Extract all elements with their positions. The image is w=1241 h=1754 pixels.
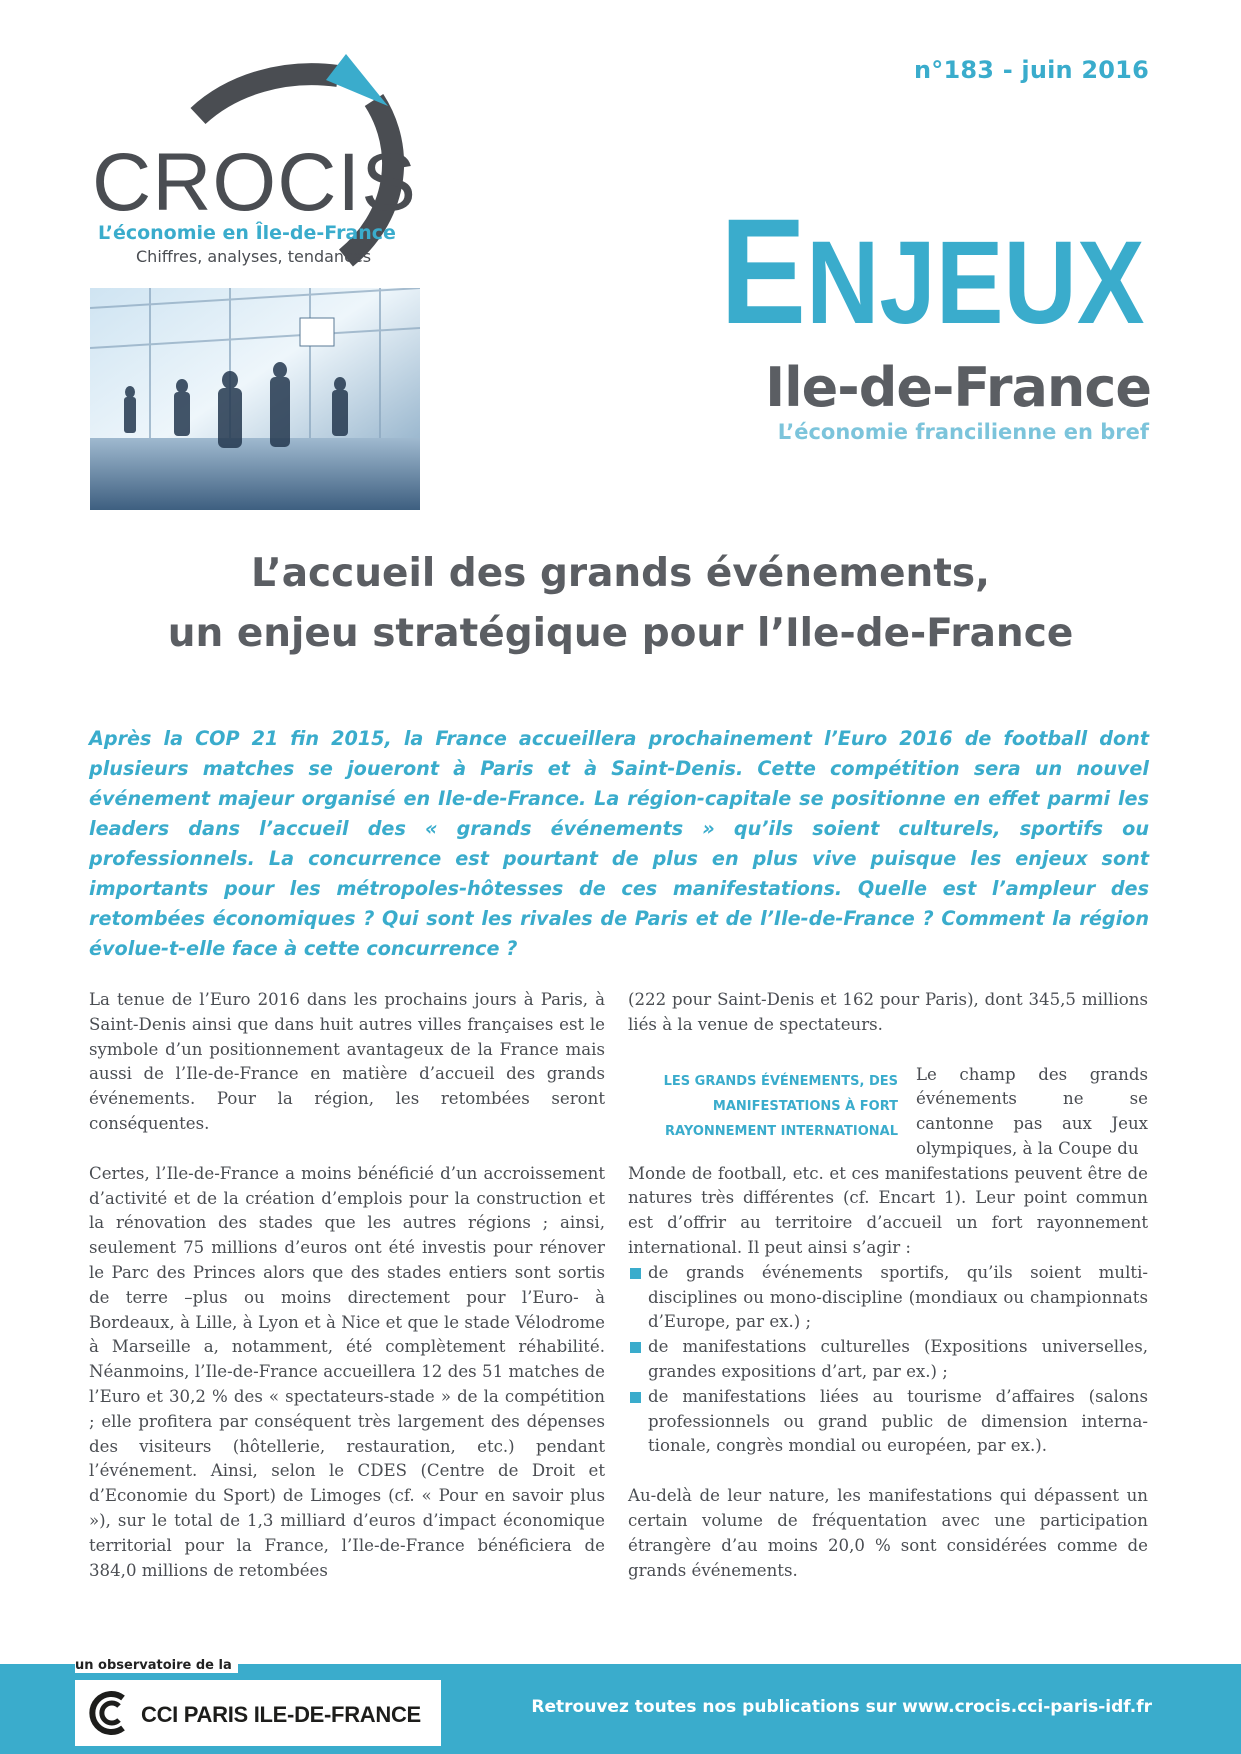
bullet-list — [628, 1261, 1148, 1459]
body-paragraph-start: Le champ des grands événements ne se cantonne pas aux Jeux olympiques, à la Coupe du — [916, 1064, 1148, 1158]
cci-logo — [75, 1680, 441, 1746]
list-item: de manifestations liées au tourisme d’affaires (salons professionnels ou grand public de dimension internationale, congrès mondial ou européen, par ex.). — [628, 1385, 1148, 1459]
publication-subtitle: L’économie francilienne en bref — [777, 420, 1149, 444]
body-paragraph: (222 pour Saint-Denis et 162 pour Paris), dont 345,5 millions liés à la venue de spectateurs. — [628, 990, 1148, 1034]
body-paragraph: La tenue de l’Euro 2016 dans les prochains jours à Paris, à Saint-Denis ainsi que dans huit autres villes françaises est le symbole d’un positionnement avantageux de la France mais aussi de l’Ile-de-France en matière d’accueil des grands événements. Pour la région, les retombées seront conséquentes. — [89, 990, 605, 1133]
body-column-left — [89, 988, 605, 1583]
body-paragraph: Certes, l’Ile-de-France a moins bénéficié d’un accroissement d’activité et de la création d’emplois pour la construction et la rénovation des stades que les autres régions ; ainsi, seulement 75 millions d’euros ont été investis pour rénover le Parc des Princes alors que des stades entiers sont sortis de terre –plus ou moins directement pour l’Euro- à Bordeaux, à Lille, à Lyon et à Nice et que le stade Vélodrome à Marseille a, notamment, été complètement réhabilité. Néanmoins, l’Ile-de-France accueillera 12 des 51 matches de l’Euro et 30,2 % des « spectateurs-stade » de la compétition ; elle profitera par conséquent très largement des dépenses des visiteurs (hôtellerie, restauration, etc.) pendant l’événement. Ainsi, selon le CDES (Centre de Droit et d’Economie du Sport) de Limoges (cf. « Pour en savoir plus »), sur le total de 1,3 milliard d’euros d’impact économique territorial pour la France, l’Ile-de-France bénéficiera de 384,0 millions de retombées — [89, 1163, 605, 1580]
cover-photo — [90, 288, 420, 510]
section-header-row — [628, 1063, 1148, 1162]
list-item: de manifestations culturelles (Expositions universelles, grandes expositions d’art, par ex.) ; — [628, 1335, 1148, 1385]
cci-emblem-icon — [87, 1690, 133, 1736]
crocis-logo — [88, 50, 448, 270]
logo-tagline: L’économie en Île-de-France — [98, 222, 396, 244]
article-title — [0, 544, 1241, 664]
publications-link[interactable]: Retrouvez toutes nos publications sur www.crocis.cci-paris-idf.fr — [531, 1697, 1152, 1717]
body-paragraph: Monde de football, etc. et ces manifestations peuvent être de natures très différentes (cf. Encart 1). Leur point commun est d’offrir au territoire d’accueil un fort rayonnement international. Il peut ainsi s’agir : — [628, 1163, 1148, 1257]
list-item: de grands événements sportifs, qu’ils soient multi-disciplines ou mono-discipline (mondiaux ou championnats d’Europe, par ex.) ; — [628, 1261, 1148, 1335]
observatory-label: un observatoire de la — [75, 1658, 238, 1673]
publication-title: ENJEUX — [720, 187, 1145, 355]
issue-number: n°183 - juin 2016 — [913, 56, 1149, 84]
article-title-line2: un enjeu stratégique pour l’Ile-de-France — [167, 611, 1074, 656]
section-title: LES GRANDS ÉVÉNEMENTS, DES MANIFESTATIONS À FORT RAYONNEMENT INTERNATIONAL — [663, 1073, 898, 1139]
body-column-right — [628, 988, 1148, 1583]
article-title-line1: L’accueil des grands événements, — [251, 551, 990, 596]
logo-subtagline: Chiffres, analyses, tendances — [136, 247, 372, 266]
cci-name: CCI PARIS ILE-DE-FRANCE — [141, 1702, 421, 1727]
logo-name: CROCIS — [92, 137, 417, 228]
publication-region: Ile-de-France — [765, 356, 1151, 419]
body-paragraph: Au-delà de leur nature, les manifestations qui dépassent un certain volume de fréquentation avec une participation étrangère d’au moins 20,0 % sont considérées comme de grands événements. — [628, 1486, 1148, 1580]
lead-paragraph: Après la COP 21 fin 2015, la France accueillera prochainement l’Euro 2016 de football dont plusieurs matches se joueront à Paris et à Saint-Denis. Cette compétition sera un nouvel événement majeur organisé en Ile-de-France. La région-capitale se positionne en effet parmi les leaders dans l’accueil des « grands événements » qu’ils soient culturels, sportifs ou professionnels. La concurrence est pourtant de plus en plus vive puisque les enjeux sont importants pour les métropoles-hôtesses de ces manifestations. Quelle est l’ampleur des retombées économiques ? Qui sont les rivales de Paris et de l’Ile-de-France ? Comment la région évolue-t-elle face à cette concurrence ? — [89, 727, 1149, 960]
